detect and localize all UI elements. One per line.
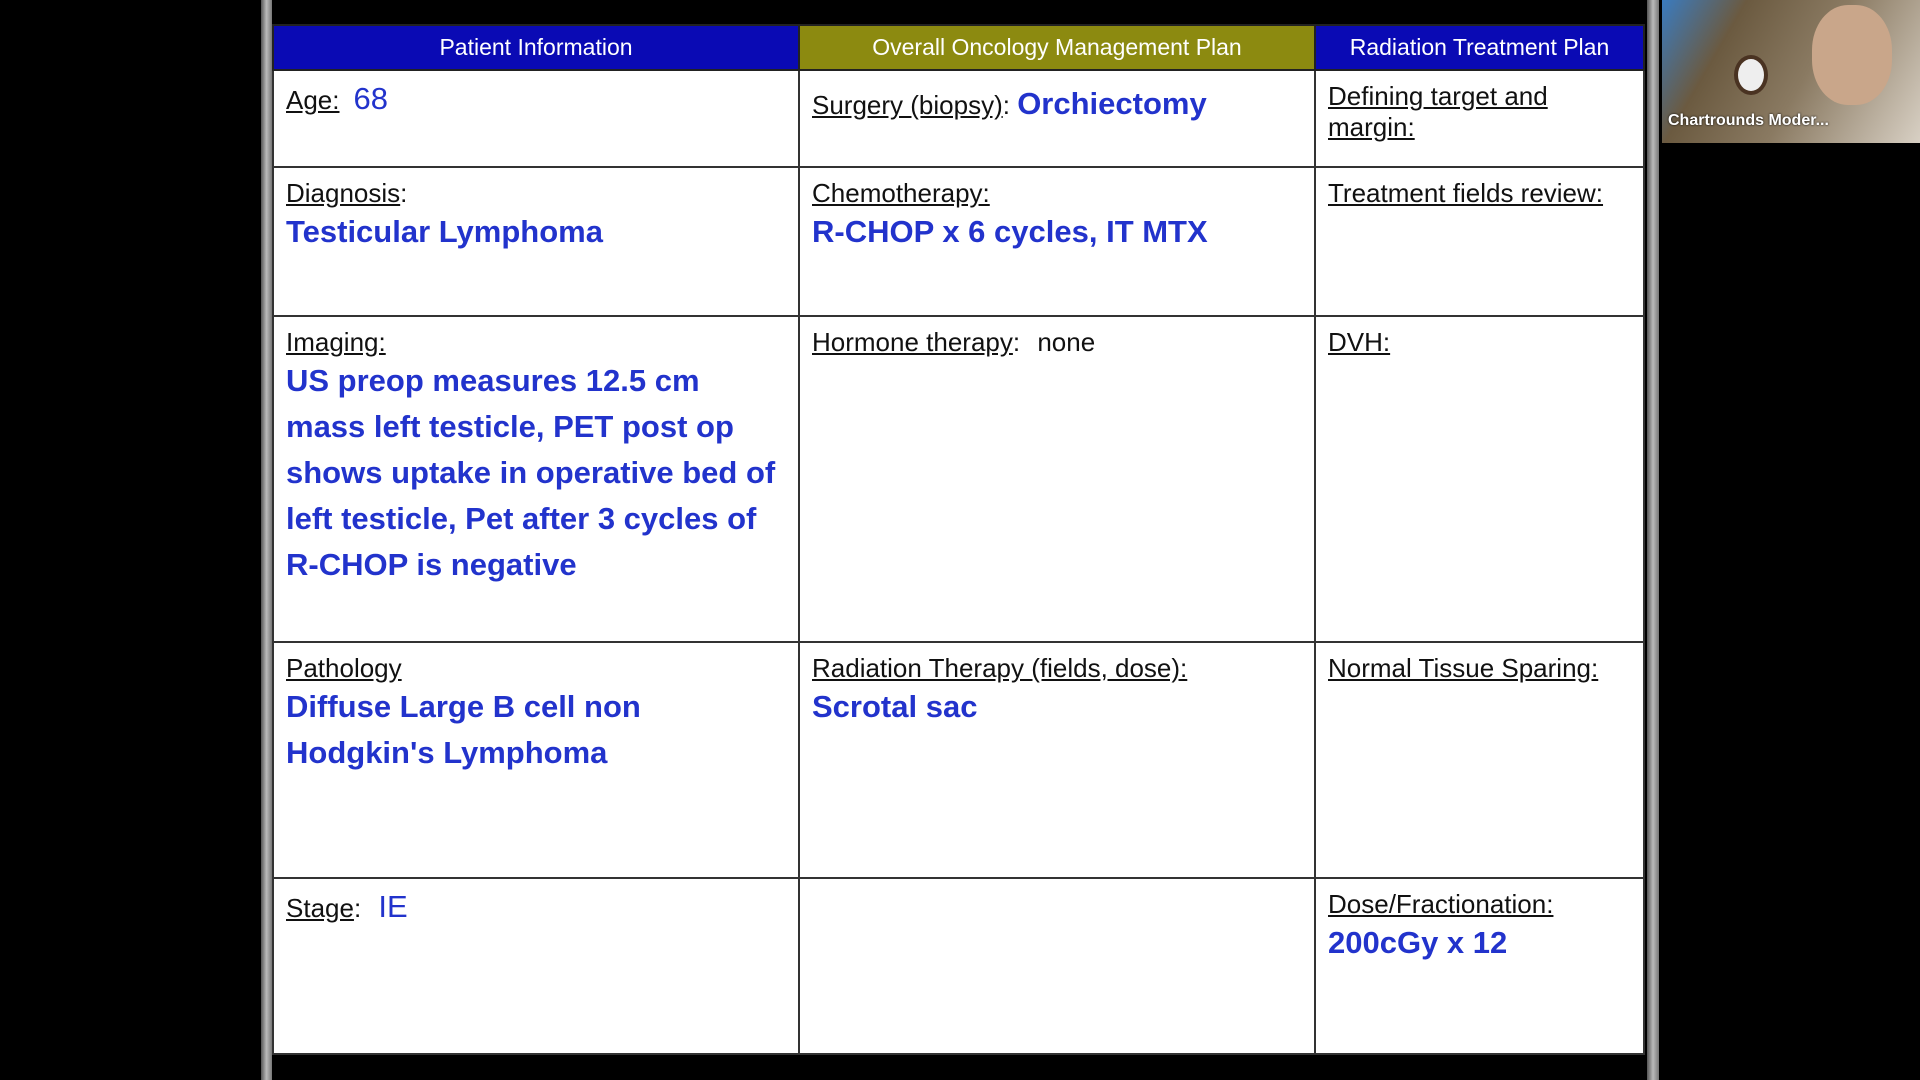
cell-pathology [273, 642, 799, 878]
shared-slide [272, 0, 1647, 1080]
cell-stage: Stage: IE [273, 878, 799, 1054]
cell-normal-tissue [1315, 642, 1644, 878]
header-patient-information: Patient Information [273, 25, 799, 70]
participant-face-image [1812, 5, 1892, 105]
diagnosis-label: Diagnosis [286, 178, 401, 208]
cell-empty [799, 878, 1315, 1054]
cell-radiation-therapy [799, 642, 1315, 878]
dvh-label: DVH: [1328, 327, 1391, 357]
participant-video-tile[interactable] [1662, 0, 1920, 143]
cell-chemo [799, 167, 1315, 316]
imaging-value: US preop measures 12.5 cm mass left testicle, PET post op shows uptake in operative bed of left testicle, Pet after 3 cycles of R-CHOP is negative [286, 363, 776, 582]
normal-tissue-label: Normal Tissue Sparing: [1328, 653, 1599, 683]
wall-clock-image [1734, 55, 1768, 95]
target-label: Defining target and margin: [1328, 81, 1548, 142]
pathology-label: Pathology [286, 653, 402, 683]
cell-imaging [273, 316, 799, 642]
cell-surgery: Surgery (biopsy): Orchiectomy [799, 70, 1315, 167]
slide-left-edge [261, 0, 272, 1080]
imaging-label: Imaging: [286, 327, 386, 357]
cell-diagnosis: Diagnosis: Testicular Lymphoma [273, 167, 799, 316]
dose-label: Dose/Fractionation: [1328, 889, 1554, 919]
age-label: Age: [286, 85, 340, 115]
surgery-value: Orchiectomy [1017, 86, 1207, 121]
cell-dvh [1315, 316, 1644, 642]
participant-name: Chartrounds Moder... [1668, 112, 1829, 129]
cell-target [1315, 70, 1644, 167]
stage-label: Stage [286, 893, 354, 923]
chemo-value: R-CHOP x 6 cycles, IT MTX [812, 214, 1208, 249]
cell-age [273, 70, 799, 167]
radiation-therapy-label: Radiation Therapy (fields, dose): [812, 653, 1188, 683]
slide-right-edge [1647, 0, 1659, 1080]
stage-value: IE [378, 889, 408, 924]
fields-review-label: Treatment fields review: [1328, 178, 1604, 208]
hormone-label: Hormone therapy [812, 327, 1013, 357]
header-radiation-plan: Radiation Treatment Plan [1315, 25, 1644, 70]
radiation-therapy-value: Scrotal sac [812, 689, 978, 724]
cell-dose [1315, 878, 1644, 1054]
diagnosis-value: Testicular Lymphoma [286, 214, 603, 249]
hormone-value: none [1037, 327, 1096, 357]
surgery-label: Surgery (biopsy) [812, 90, 1003, 120]
pathology-value: Diffuse Large B cell non Hodgkin's Lymphoma [286, 689, 641, 770]
treatment-plan-table [272, 24, 1645, 1055]
cell-fields-review [1315, 167, 1644, 316]
age-value: 68 [353, 81, 388, 116]
header-oncology-plan: Overall Oncology Management Plan [799, 25, 1315, 70]
dose-value: 200cGy x 12 [1328, 925, 1508, 960]
chemo-label: Chemotherapy: [812, 178, 990, 208]
cell-hormone: Hormone therapy: none [799, 316, 1315, 642]
